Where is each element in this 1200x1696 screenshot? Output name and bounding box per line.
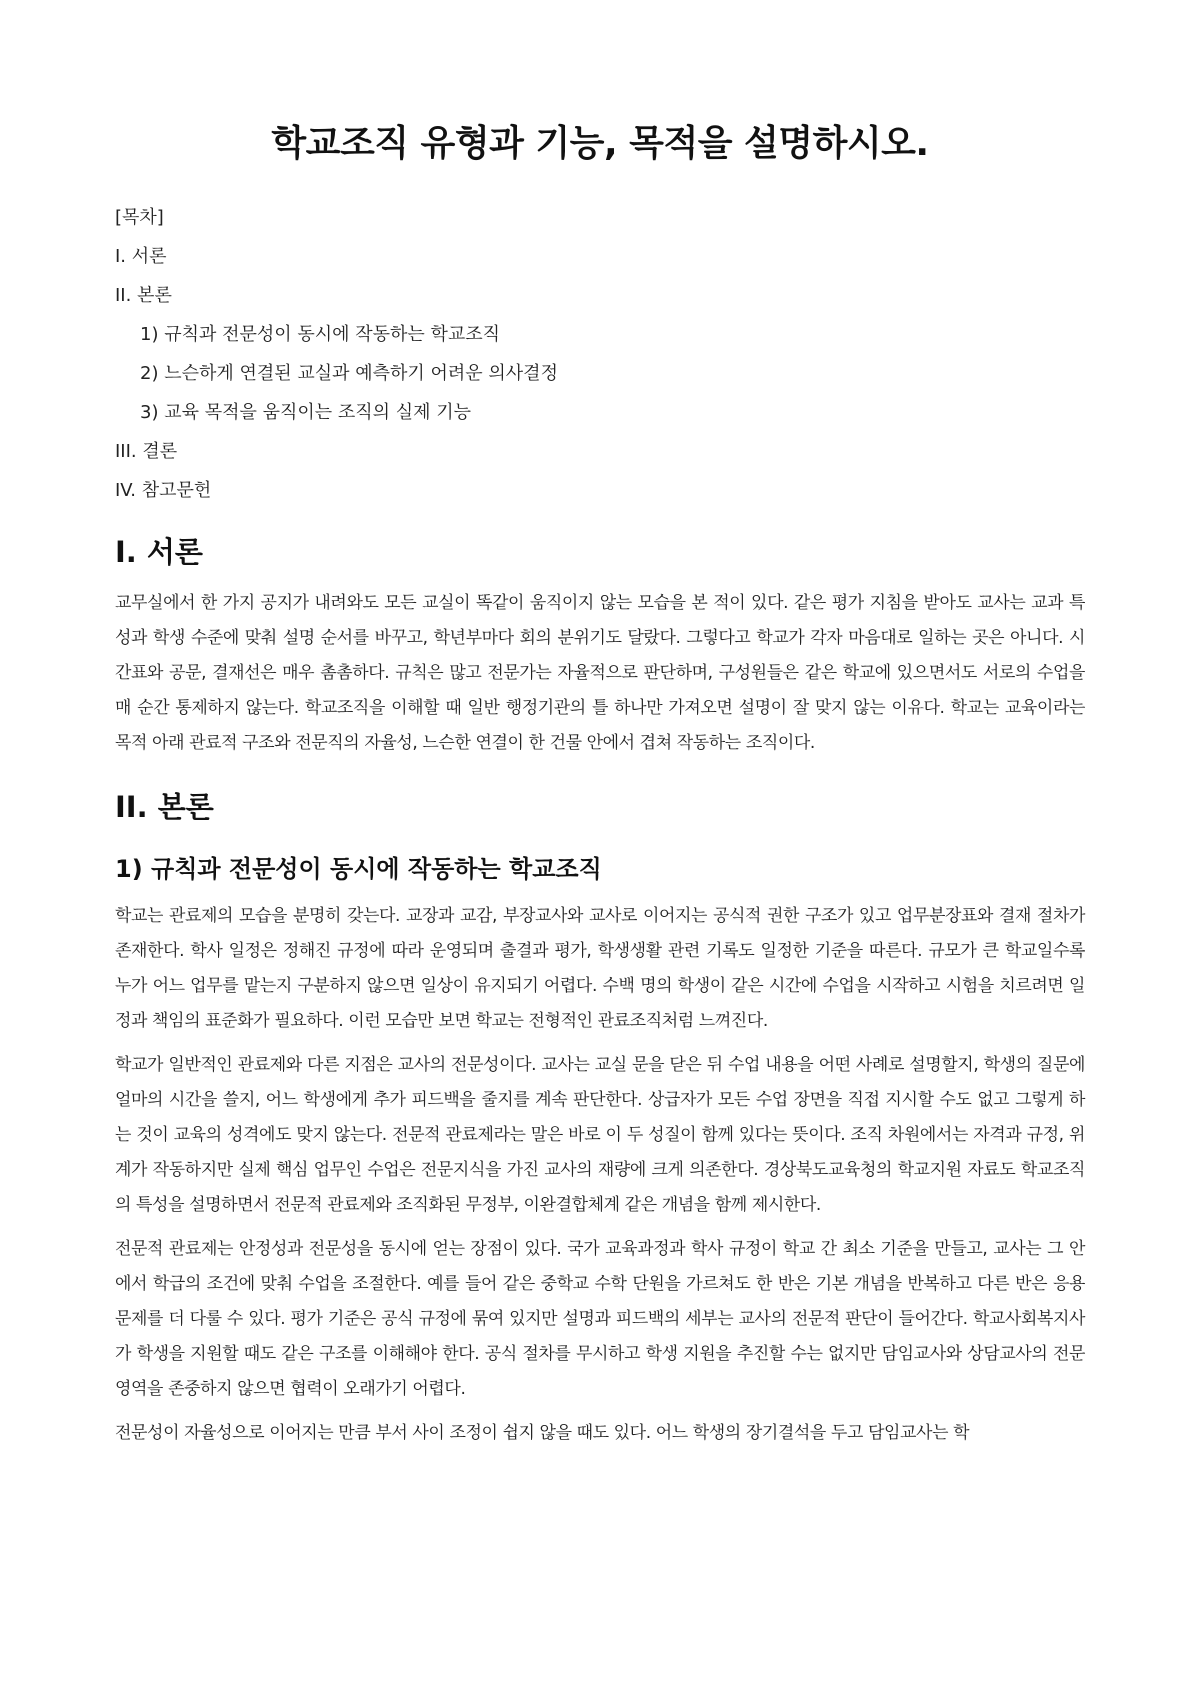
intro-paragraph: 교무실에서 한 가지 공지가 내려와도 모든 교실이 똑같이 움직이지 않는 모습을 본 적이 있다. 같은 평가 지침을 받아도 교사는 교과 특성과 학생 수준에 맞춰 설명 순서를 바꾸고, 학년부마다 회의 분위기도 달랐다. 그렇다고 학교가 각자 마음대로 일하는 곳은 아니다. 시간표와 공문, 결재선은 매우 촘촘하다. 규칙은 많고 전문가는 자율적으로 판단하며, 구성원들은 같은 학교에 있으면서도 서로의 수업을 매 순간 통제하지 않는다. 학교조직을 이해할 때 일반 행정기관의 틀 하나만 가져오면 설명이 잘 맞지 않는 이유다. 학교는 교육이라는 목적 아래 관료적 구조와 전문직의 자율성, 느슨한 연결이 한 건물 안에서 겹쳐 작동하는 조직이다. xyxy=(115,593,1085,753)
body-paragraph: 전문적 관료제는 안정성과 전문성을 동시에 얻는 장점이 있다. 국가 교육과정과 학사 규정이 학교 간 최소 기준을 만들고, 교사는 그 안에서 학급의 조건에 맞춰 수업을 조절한다. 예를 들어 같은 중학교 수학 단원을 가르쳐도 한 반은 기본 개념을 반복하고 다른 반은 응용 문제를 더 다룰 수 있다. 평가 기준은 공식 규정에 묶여 있지만 설명과 피드백의 세부는 교사의 전문적 판단이 들어간다. 학교사회복지사가 학생을 지원할 때도 같은 구조를 이해해야 한다. 공식 절차를 무시하고 학생 지원을 추진할 수는 없지만 담임교사와 상담교사의 전문영역을 존중하지 않으면 협력이 오래가기 어렵다. xyxy=(115,1239,1085,1399)
body-paragraph: 학교는 관료제의 모습을 분명히 갖는다. 교장과 교감, 부장교사와 교사로 이어지는 공식적 권한 구조가 있고 업무분장표와 결재 절차가 존재한다. 학사 일정은 정해진 규정에 따라 운영되며 출결과 평가, 학생생활 관련 기록도 일정한 기준을 따른다. 규모가 큰 학교일수록 누가 어느 업무를 맡는지 구분하지 않으면 일상이 유지되기 어렵다. 수백 명의 학생이 같은 시간에 수업을 시작하고 시험을 치르려면 일정과 책임의 표준화가 필요하다. 이런 모습만 보면 학교는 전형적인 관료조직처럼 느껴진다. xyxy=(115,906,1085,1031)
table-of-contents xyxy=(115,198,1085,510)
section-heading-introduction: I. 서론 xyxy=(115,535,203,569)
toc-item-body-3: 3) 교육 목적을 움직이는 조직의 실제 기능 xyxy=(140,402,472,423)
section-heading-body: II. 본론 xyxy=(115,790,214,824)
toc-item-body-1: 1) 규칙과 전문성이 동시에 작동하는 학교조직 xyxy=(140,324,501,345)
toc-item-references: IV. 참고문헌 xyxy=(115,480,212,501)
toc-item-body-2: 2) 느슨하게 연결된 교실과 예측하기 어려운 의사결정 xyxy=(140,363,558,384)
toc-item-introduction: I. 서론 xyxy=(115,246,167,267)
toc-item-conclusion: III. 결론 xyxy=(115,441,178,462)
toc-heading: [목차] xyxy=(115,207,164,228)
body-paragraph: 전문성이 자율성으로 이어지는 만큼 부서 사이 조정이 쉽지 않을 때도 있다. 어느 학생의 장기결석을 두고 담임교사는 학 xyxy=(115,1423,970,1443)
body-paragraph: 학교가 일반적인 관료제와 다른 지점은 교사의 전문성이다. 교사는 교실 문을 닫은 뒤 수업 내용을 어떤 사례로 설명할지, 학생의 질문에 얼마의 시간을 쓸지, 어느 학생에게 추가 피드백을 줄지를 계속 판단한다. 상급자가 모든 수업 장면을 직접 지시할 수도 없고 그렇게 하는 것이 교육의 성격에도 맞지 않는다. 전문적 관료제라는 말은 바로 이 두 성질이 함께 있다는 뜻이다. 조직 차원에서는 자격과 규정, 위계가 작동하지만 실제 핵심 업무인 수업은 전문지식을 가진 교사의 재량에 크게 의존한다. 경상북도교육청의 학교지원 자료도 학교조직의 특성을 설명하면서 전문적 관료제와 조직화된 무정부, 이완결합체계 같은 개념을 함께 제시한다. xyxy=(115,1055,1085,1215)
subsection-heading-1: 1) 규칙과 전문성이 동시에 작동하는 학교조직 xyxy=(115,855,602,883)
document-title: 학교조직 유형과 기능, 목적을 설명하시오. xyxy=(271,123,929,164)
toc-item-body: II. 본론 xyxy=(115,285,172,306)
